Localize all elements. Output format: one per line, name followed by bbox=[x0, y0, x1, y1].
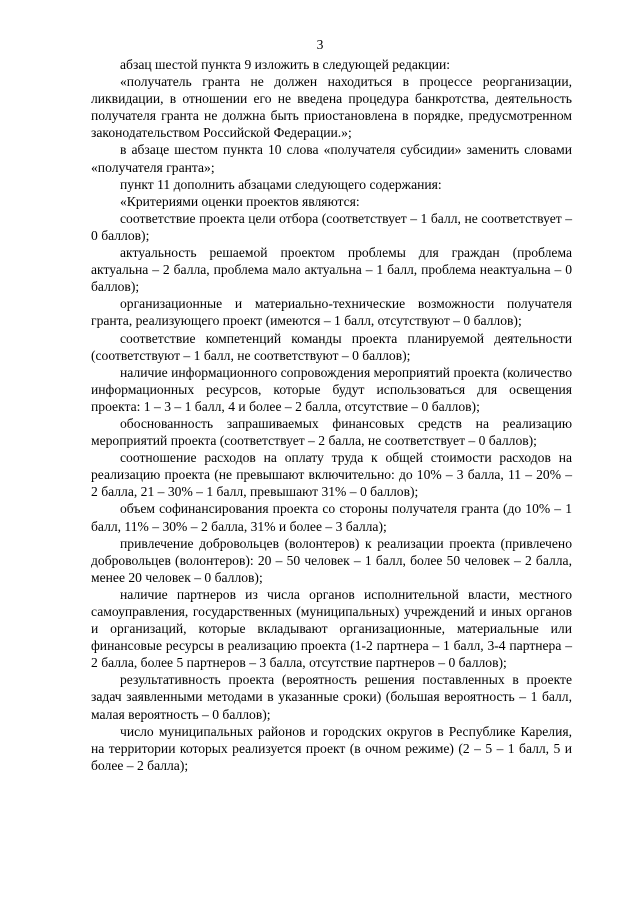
criterion-information-support: наличие информационного сопровождения мероприятий проекта (количество информационных ресурсов, которые будут использоваться для освещения проекта: 1 – 3 – 1 балл, 4 и более – 2 балла, отсутствие – 0 баллов); bbox=[91, 364, 572, 414]
criterion-goal-match: соответствие проекта цели отбора (соответствует – 1 балл, не соответствует – 0 баллов); bbox=[91, 210, 572, 243]
criterion-financial-justification: обоснованность запрашиваемых финансовых средств на реализацию мероприятий проекта (соответствует – 2 балла, не соответствует – 0 баллов); bbox=[91, 415, 572, 449]
paragraph-amendment-p9: абзац шестой пункта 9 изложить в следующей редакции: bbox=[120, 57, 451, 72]
criterion-partners: наличие партнеров из числа органов исполнительной власти, местного самоуправления, государственных (муниципальных) учреждений и иных органов и организаций, которые вкладывают организационные, материальные или финансовые ресурсы в реализацию проекта (1-2 партнера – 1 балл, 3-4 партнера – 2 балла, более 5 партнеров – 3 балла, отсутствие партнеров – 0 баллов); bbox=[91, 586, 572, 671]
paragraph-criteria-intro: «Критериями оценки проектов являются: bbox=[120, 193, 360, 209]
paragraph-amendment-p11: пункт 11 дополнить абзацами следующего содержания: bbox=[120, 176, 442, 192]
criterion-capabilities: организационные и материально-технические возможности получателя гранта, реализующего проект (имеются – 1 балл, отсутствуют – 0 баллов); bbox=[91, 296, 572, 329]
criterion-volunteers: привлечение добровольцев (волонтеров) к реализации проекта (привлечено добровольцев (волонтеров): 20 – 50 человек – 1 балл, более 50 человек – 2 балла, менее 20 человек – 0 баллов); bbox=[91, 535, 572, 585]
document-body bbox=[91, 56, 572, 774]
criterion-effectiveness: результативность проекта (вероятность решения поставленных в проекте задач заявленными методами в указанные сроки) (большая вероятность – 1 балл, малая вероятность – 0 баллов); bbox=[91, 672, 572, 722]
page-number: 3 bbox=[316, 37, 324, 52]
criterion-municipalities: число муниципальных районов и городских округов в Республике Карелия, на территории которых реализуется проект (в очном режиме) (2 – 5 – 1 балл, 5 и более – 2 балла); bbox=[91, 723, 572, 773]
paragraph-amendment-p10: в абзаце шестом пункта 10 слова «получателя субсидии» заменить словами «получателя гранта»; bbox=[91, 142, 572, 175]
criterion-team-competence: соответствие компетенций команды проекта планируемой деятельности (соответствуют – 1 балл, не соответствуют – 0 баллов); bbox=[91, 330, 572, 363]
criterion-cofinancing: объем софинансирования проекта со стороны получателя гранта (до 10% – 1 балл, 11% – 30% – 2 балла, 31% и более – 3 балла); bbox=[91, 501, 572, 534]
paragraph-quoted-requirement: «получатель гранта не должен находиться в процессе реорганизации, ликвидации, в отношении его не введена процедура банкротства, деятельность получателя гранта не должна быть приостановлена в порядке, предусмотренном законодательством Российской Федерации.»; bbox=[91, 74, 572, 141]
criterion-relevance: актуальность решаемой проектом проблемы для граждан (проблема актуальна – 2 балла, проблема мало актуальна – 1 балл, проблема неактуальна – 0 баллов); bbox=[91, 245, 572, 295]
criterion-labor-cost-ratio: соотношение расходов на оплату труда к общей стоимости расходов на реализацию проекта (не превышают включительно: до 10% – 3 балла, 11 – 20% – 2 балла, 21 – 30% – 1 балл, превышают 31% – 0 баллов); bbox=[91, 450, 572, 500]
